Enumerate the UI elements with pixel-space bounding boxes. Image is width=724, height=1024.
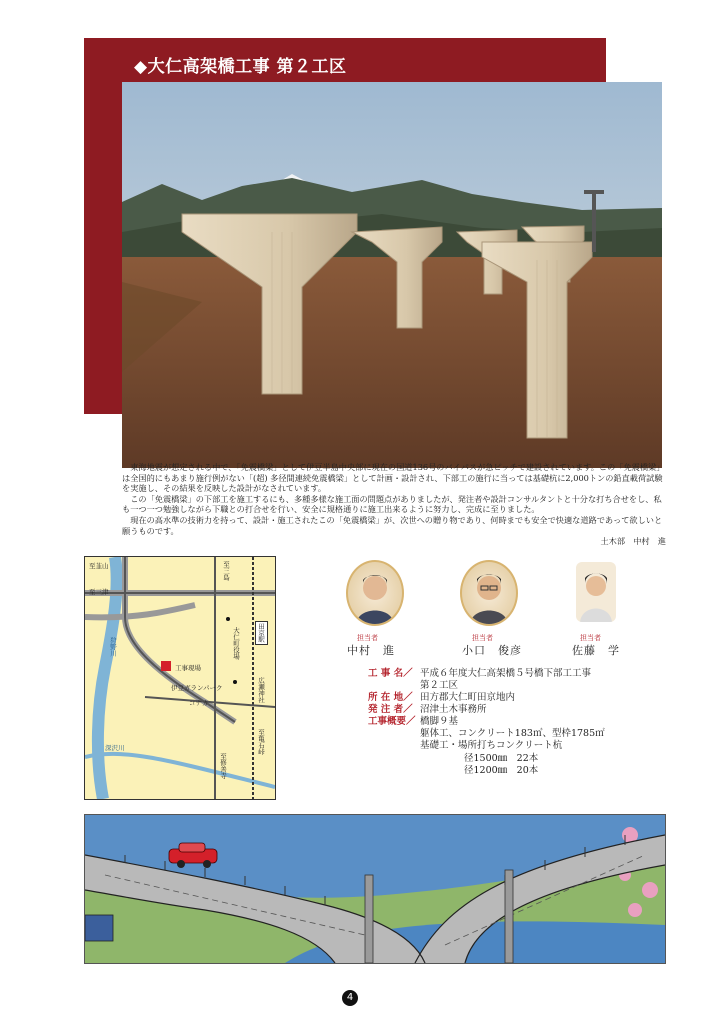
info-label: 発 注 者／ xyxy=(368,704,413,715)
map-label: 至亀石峠 xyxy=(257,729,265,755)
info-value: 橋脚９基 xyxy=(420,716,459,727)
staff-role: 担当者 xyxy=(357,634,378,642)
article-paragraph: 東海地震が想定される中で、「免震橋梁」として伊豆半島中央部に現在の国道136号のバイパスが急ピッチで建設されています。この「免震橋梁」は全国的にもあまり施行例がない「(超) 多径間連続免震橋梁」として計画・設計され、下部工の施行に当っては基礎杭に2,000トンの鉛直載荷試験を実施し、その結果を反映した設計がなされています。 xyxy=(122,462,665,494)
info-label: 所 在 地／ xyxy=(368,692,413,703)
info-value: 径1200㎜ 20本 xyxy=(464,765,539,776)
staff-role: 担当者 xyxy=(580,634,601,642)
bridge-pier-photo xyxy=(122,82,662,468)
info-project-name xyxy=(368,665,591,679)
map-label: 大仁町役場 xyxy=(232,627,240,660)
article-author: 土木部 中村 進 xyxy=(600,536,666,547)
article-paragraph: 現在の高水準の技術力を持って、設計・施工されたこの「免震橋梁」が、次世への贈り物であり、何時までも安全で快適な道路であって欲しいと願うものです。 xyxy=(122,514,663,536)
location-map xyxy=(84,556,276,800)
bridge-illustration xyxy=(84,814,666,964)
map-label: 伊豆ガランパーク xyxy=(171,684,223,692)
info-value: 基礎工・場所打ちコンクリート杭 xyxy=(420,740,563,751)
info-value: 平成６年度大仁高架橋５号橋下部工工事 xyxy=(420,668,592,679)
construction-site-marker xyxy=(161,661,171,671)
map-label: 至韮山 xyxy=(89,562,109,570)
staff-name: 小口 俊彦 xyxy=(462,644,522,657)
map-label: 狩野川 xyxy=(109,637,117,657)
map-label: コナカ xyxy=(189,699,209,707)
staff-name: 中村 進 xyxy=(347,644,395,657)
article-paragraph: この「免震橋梁」の下部工を施工するにも、多種多様な施工面の問題点がありましたが、発注者や設計コンサルタントと十分な打ち合せをし、私も一つ一つ勉強しながら下職との打合せを行い、安全に規格通りに施工出来るように努力し、完成に至りました。 xyxy=(122,493,662,515)
map-label: 広瀬神社 xyxy=(257,677,265,703)
map-label: 至修善寺 xyxy=(219,753,227,779)
map-label: 深沢川 xyxy=(105,744,125,752)
map-label: 至三津 xyxy=(89,588,109,596)
staff-name: 佐藤 学 xyxy=(572,644,620,657)
page-number: 4 xyxy=(342,990,358,1006)
bridge-illustration-art xyxy=(85,815,665,963)
staff-portrait xyxy=(576,562,616,622)
map-label: 田京駅 xyxy=(255,621,268,645)
info-value: 第２工区 xyxy=(420,680,459,691)
info-value: 径1500㎜ 22本 xyxy=(464,753,539,764)
info-value: 躯体工、コンクリート183㎥、型枠1785㎡ xyxy=(420,728,605,739)
staff-portrait-art xyxy=(348,562,402,624)
info-value: 田方郡大仁町田京地内 xyxy=(420,692,516,703)
staff-portrait-art xyxy=(576,562,616,622)
info-value: 沼津土木事務所 xyxy=(420,704,487,715)
page-title: ◆大仁高架橋工事 第２工区 xyxy=(134,57,347,77)
info-label: 工事概要／ xyxy=(368,716,416,727)
staff-portrait xyxy=(460,560,518,626)
map-label: 工事現場 xyxy=(175,664,201,672)
info-label: 工 事 名／ xyxy=(368,668,413,679)
article-body xyxy=(122,462,666,547)
staff-portrait-art xyxy=(462,562,516,624)
map-roads xyxy=(85,557,275,799)
map-label: 至三島 xyxy=(222,561,230,581)
bridge-pier-photo-art xyxy=(122,82,662,468)
staff-role: 担当者 xyxy=(472,634,493,642)
staff-portrait xyxy=(346,560,404,626)
